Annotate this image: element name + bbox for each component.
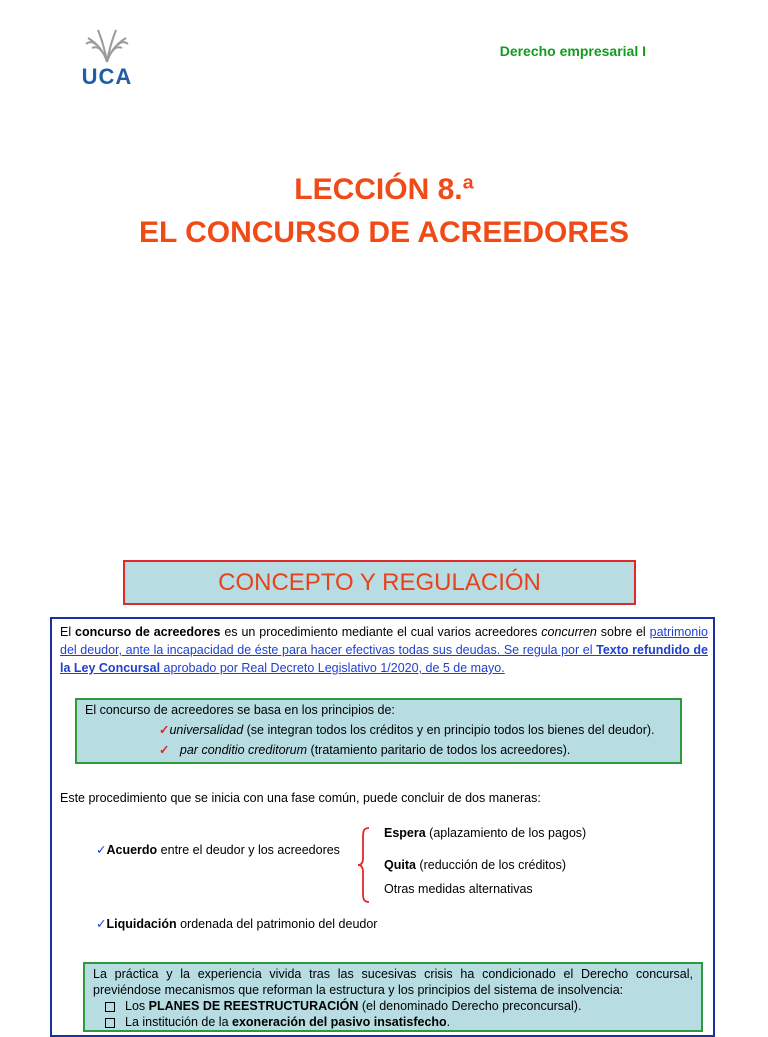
outcome-desc: entre el deudor y los acreedores: [157, 843, 340, 857]
uca-logo: [78, 26, 136, 94]
outcome-desc: ordenada del patrimonio del deudor: [176, 917, 378, 931]
principle-desc: (se integran todos los créditos y en principio todos los bienes del deudor).: [243, 723, 655, 737]
intro-text: El: [60, 625, 76, 639]
checkmark-icon: ✓: [159, 743, 170, 757]
practice-text: La práctica y la experiencia vivida tras las sucesivas crisis ha condicionado el Derecho concursal, previéndose mecanismos que reforman la estructura y los principios del sistema de insolvencia:: [93, 967, 693, 997]
outcome-acuerdo: [96, 842, 340, 857]
course-name: Derecho empresarial I: [499, 43, 646, 59]
practice-item-term: exoneración del pasivo insatisfecho: [232, 1015, 447, 1029]
intro-link-text: patrimonio del deudor, ante la incapacidad de éste para hacer efectivas todas sus deudas. Se regula por el: [60, 625, 708, 657]
practice-item: [93, 998, 693, 1014]
law-reference: Texto refundido de la Ley Concursal: [60, 643, 708, 675]
checkmark-icon: ✓: [96, 843, 107, 857]
checkmark-icon: ✓: [96, 917, 107, 931]
curly-brace-icon: [356, 826, 372, 904]
principle-item: [85, 740, 680, 760]
option-desc: (reducción de los créditos): [415, 858, 567, 872]
option-otras: Otras medidas alternativas: [384, 882, 533, 896]
intro-paragraph: [60, 623, 708, 677]
practice-box: [83, 962, 703, 1032]
intro-text: sobre el: [596, 625, 650, 639]
option-desc: (aplazamiento de los pagos): [425, 826, 587, 840]
practice-item-text: .: [446, 1015, 451, 1029]
lesson-topic: EL CONCURSO DE ACREEDORES: [138, 216, 630, 249]
principle-item: [85, 720, 680, 740]
logo-emblem-icon: [78, 26, 136, 66]
lesson-title: [0, 168, 768, 254]
intro-term: concurso de acreedores: [75, 625, 221, 639]
decree-reference: aprobado por Real Decreto Legislativo 1/2020, de 5 de mayo: [160, 661, 502, 675]
principles-intro: El concurso de acreedores se basa en los principios de:: [85, 703, 395, 717]
square-bullet-icon: [105, 1018, 115, 1028]
checkmark-icon: ✓: [159, 723, 170, 737]
procedure-text: Este procedimiento que se inicia con una fase común, puede concluir de dos maneras:: [60, 791, 541, 805]
principles-box: [75, 698, 682, 764]
intro-text: es un procedimiento mediante el cual varios acreedores: [220, 625, 542, 639]
practice-item-text: La institución de la: [125, 1015, 233, 1029]
outcome-term: Liquidación: [106, 917, 177, 931]
section-heading: CONCEPTO Y REGULACIÓN: [123, 560, 636, 605]
logo-text: UCA: [81, 64, 133, 89]
practice-item: [93, 1014, 693, 1030]
option-quita: [384, 858, 566, 872]
square-bullet-icon: [105, 1002, 115, 1012]
principle-desc: (tratamiento paritario de todos los acreedores).: [307, 743, 571, 757]
practice-item-text: (el denominado Derecho preconcursal).: [358, 999, 582, 1013]
outcome-liquidacion: [96, 916, 377, 931]
intro-period: .: [501, 661, 505, 675]
intro-emphasis: concurren: [541, 625, 597, 639]
outcome-term: Acuerdo: [106, 843, 158, 857]
practice-item-term: PLANES DE REESTRUCTURACIÓN: [148, 999, 359, 1013]
lesson-number: LECCIÓN 8.ª: [294, 173, 474, 206]
principle-term: par conditio creditorum: [179, 743, 308, 757]
practice-item-text: Los: [125, 999, 149, 1013]
principle-term: universalidad: [169, 723, 244, 737]
option-espera: [384, 826, 586, 840]
option-term: Quita: [384, 858, 416, 872]
option-term: Espera: [384, 826, 426, 840]
